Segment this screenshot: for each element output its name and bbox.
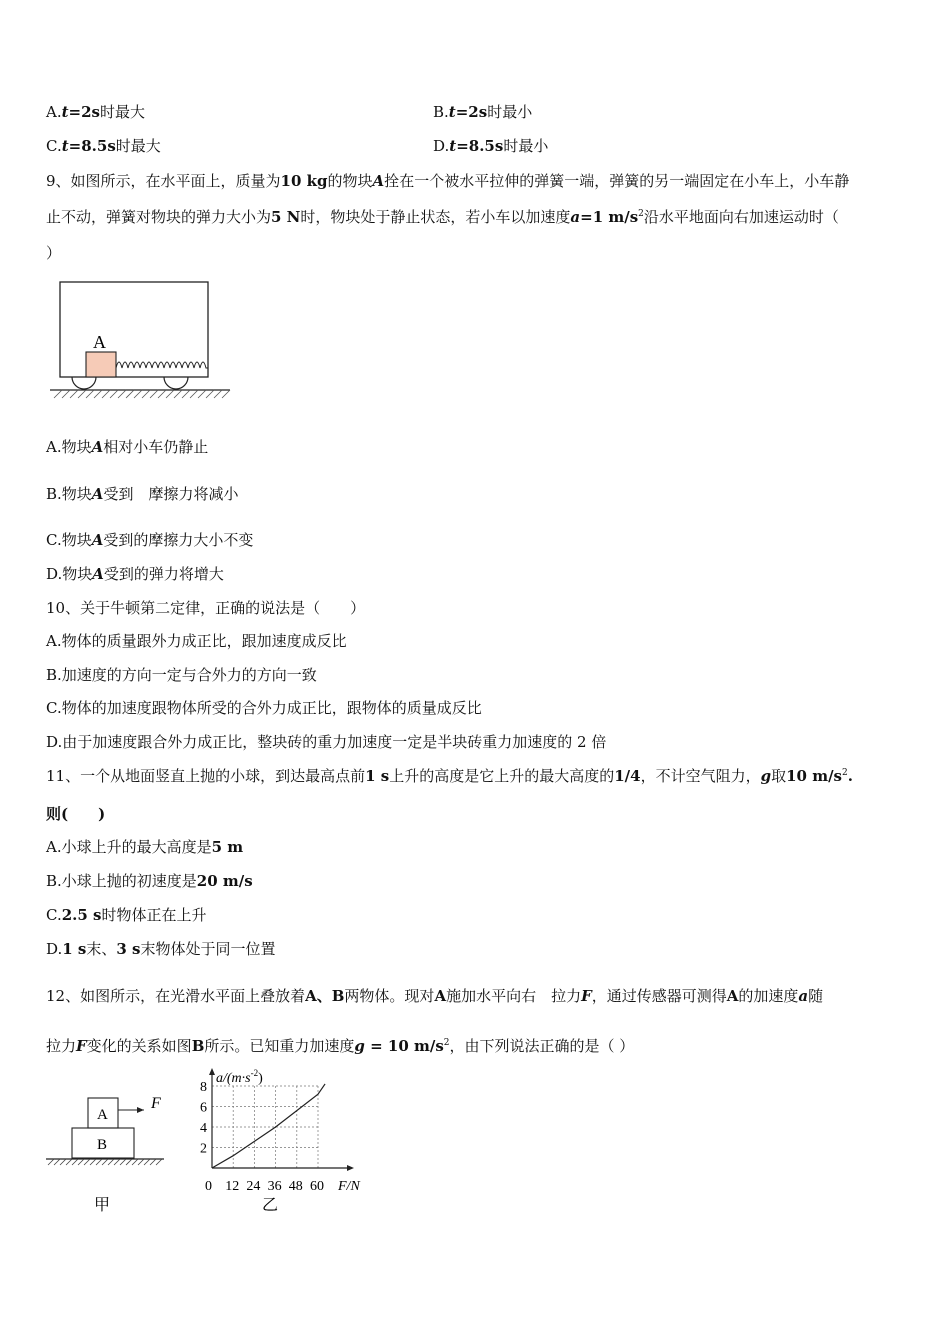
- y-tick-label: 2: [200, 1141, 207, 1157]
- q12-stem-line1: 12、如图所示，在光滑水平面上叠放着A、B两物体。现对A施加水平向右 拉力F，通过传感器可测得A的加速度a随: [46, 987, 824, 1005]
- x-axis-arrowhead: [347, 1165, 354, 1171]
- spring: [116, 362, 208, 368]
- y-tick-label: 6: [200, 1100, 207, 1116]
- wheel-left: [72, 377, 96, 389]
- acceleration-force-chart: [190, 1062, 380, 1222]
- block-a-label: A: [93, 332, 106, 352]
- q10-stem: 10、关于牛顿第二定律，正确的说法是（ ）: [46, 599, 366, 617]
- block-a: [86, 352, 116, 377]
- q11-option-a: A.小球上升的最大高度是5 m: [46, 838, 244, 856]
- q9-stem-line2: 止不动，弹簧对物块的弹力大小为5 N时，物块处于静止状态，若小车以加速度a=1 $m/s^2$沿水平地面向右加速运动时（: [46, 208, 839, 226]
- block-a-label: A: [97, 1107, 108, 1123]
- q11-stem-line2: 则( ): [46, 805, 106, 823]
- figure-caption-yi: 乙: [262, 1197, 279, 1214]
- chart-grid: [212, 1086, 318, 1168]
- q10-option-d: D.由于加速度跟合外力成正比，整块砖的重力加速度一定是半块砖重力加速度的 2 倍: [46, 733, 607, 751]
- x-tick-label: 48: [288, 1179, 303, 1194]
- q9-option-b: B.物块A受到 摩擦力将减小: [46, 485, 239, 503]
- block-b-label: B: [97, 1137, 108, 1153]
- x-tick-label: 36: [267, 1179, 282, 1194]
- x-tick-label: 24: [246, 1179, 261, 1194]
- cart-spring-figure: [46, 280, 236, 405]
- force-label: F: [151, 1095, 161, 1112]
- q11-stem-line1: 11、一个从地面竖直上抛的小球，到达最高点前1 s上升的高度是它上升的最大高度的1/4，不计空气阻力，g取10 $m/s^2$.: [46, 767, 853, 785]
- q8-option-b: B.t=2s时最小: [433, 103, 533, 121]
- y-axis-title: $a/(m\cdot s^{-2})$: [216, 1068, 263, 1086]
- wheel-right: [164, 377, 188, 389]
- q12-stem-line2: 拉力F变化的关系如图B所示。已知重力加速度g = 10 $m/s^2$，由下列说法正确的是（ ）: [46, 1037, 635, 1055]
- y-axis-arrowhead: [209, 1068, 215, 1075]
- ground-hatch: [54, 390, 230, 398]
- force-arrowhead: [137, 1107, 144, 1113]
- data-line: [212, 1084, 325, 1168]
- y-tick-label: 8: [200, 1080, 207, 1095]
- q8-option-d: D.t=8.5s时最小: [433, 137, 549, 155]
- x-tick-label: 12: [225, 1179, 240, 1194]
- q10-option-a: A.物体的质量跟外力成正比，跟加速度成反比: [46, 632, 347, 650]
- ground-hatch: [48, 1159, 162, 1165]
- q9-option-a: A.物块A相对小车仍静止: [46, 438, 209, 456]
- y-tick-label: 4: [200, 1121, 207, 1136]
- q8-option-c: C.t=8.5s时最大: [46, 137, 161, 155]
- origin-label: 0: [205, 1179, 212, 1194]
- stacked-blocks-figure: [44, 1090, 174, 1220]
- q11-option-b: B.小球上抛的初速度是20 m/s: [46, 872, 253, 890]
- q11-option-c: C.2.5 s时物体正在上升: [46, 906, 207, 924]
- figure-caption-jia: 甲: [94, 1197, 111, 1214]
- q11-option-d: D.1 s末、3 s末物体处于同一位置: [46, 940, 276, 958]
- q10-option-c: C.物体的加速度跟物体所受的合外力成正比，跟物体的质量成反比: [46, 699, 482, 717]
- x-axis-title: F/N: [338, 1179, 360, 1194]
- q8-option-a: A.t=2s时最大: [46, 103, 146, 121]
- q9-stem-line1: 9、如图所示，在水平面上，质量为10 kg的物块A拴在一个被水平拉伸的弹簧一端，弹簧的另一端固定在小车上，小车静: [46, 172, 850, 190]
- q9-option-c: C.物块A受到的摩擦力大小不变: [46, 531, 254, 549]
- x-tick-label: 60: [310, 1179, 324, 1194]
- q9-option-d: D.物块A受到的弹力将增大: [46, 565, 224, 583]
- q9-stem-line3: ）: [46, 244, 62, 262]
- q10-option-b: B.加速度的方向一定与合外力的方向一致: [46, 666, 317, 684]
